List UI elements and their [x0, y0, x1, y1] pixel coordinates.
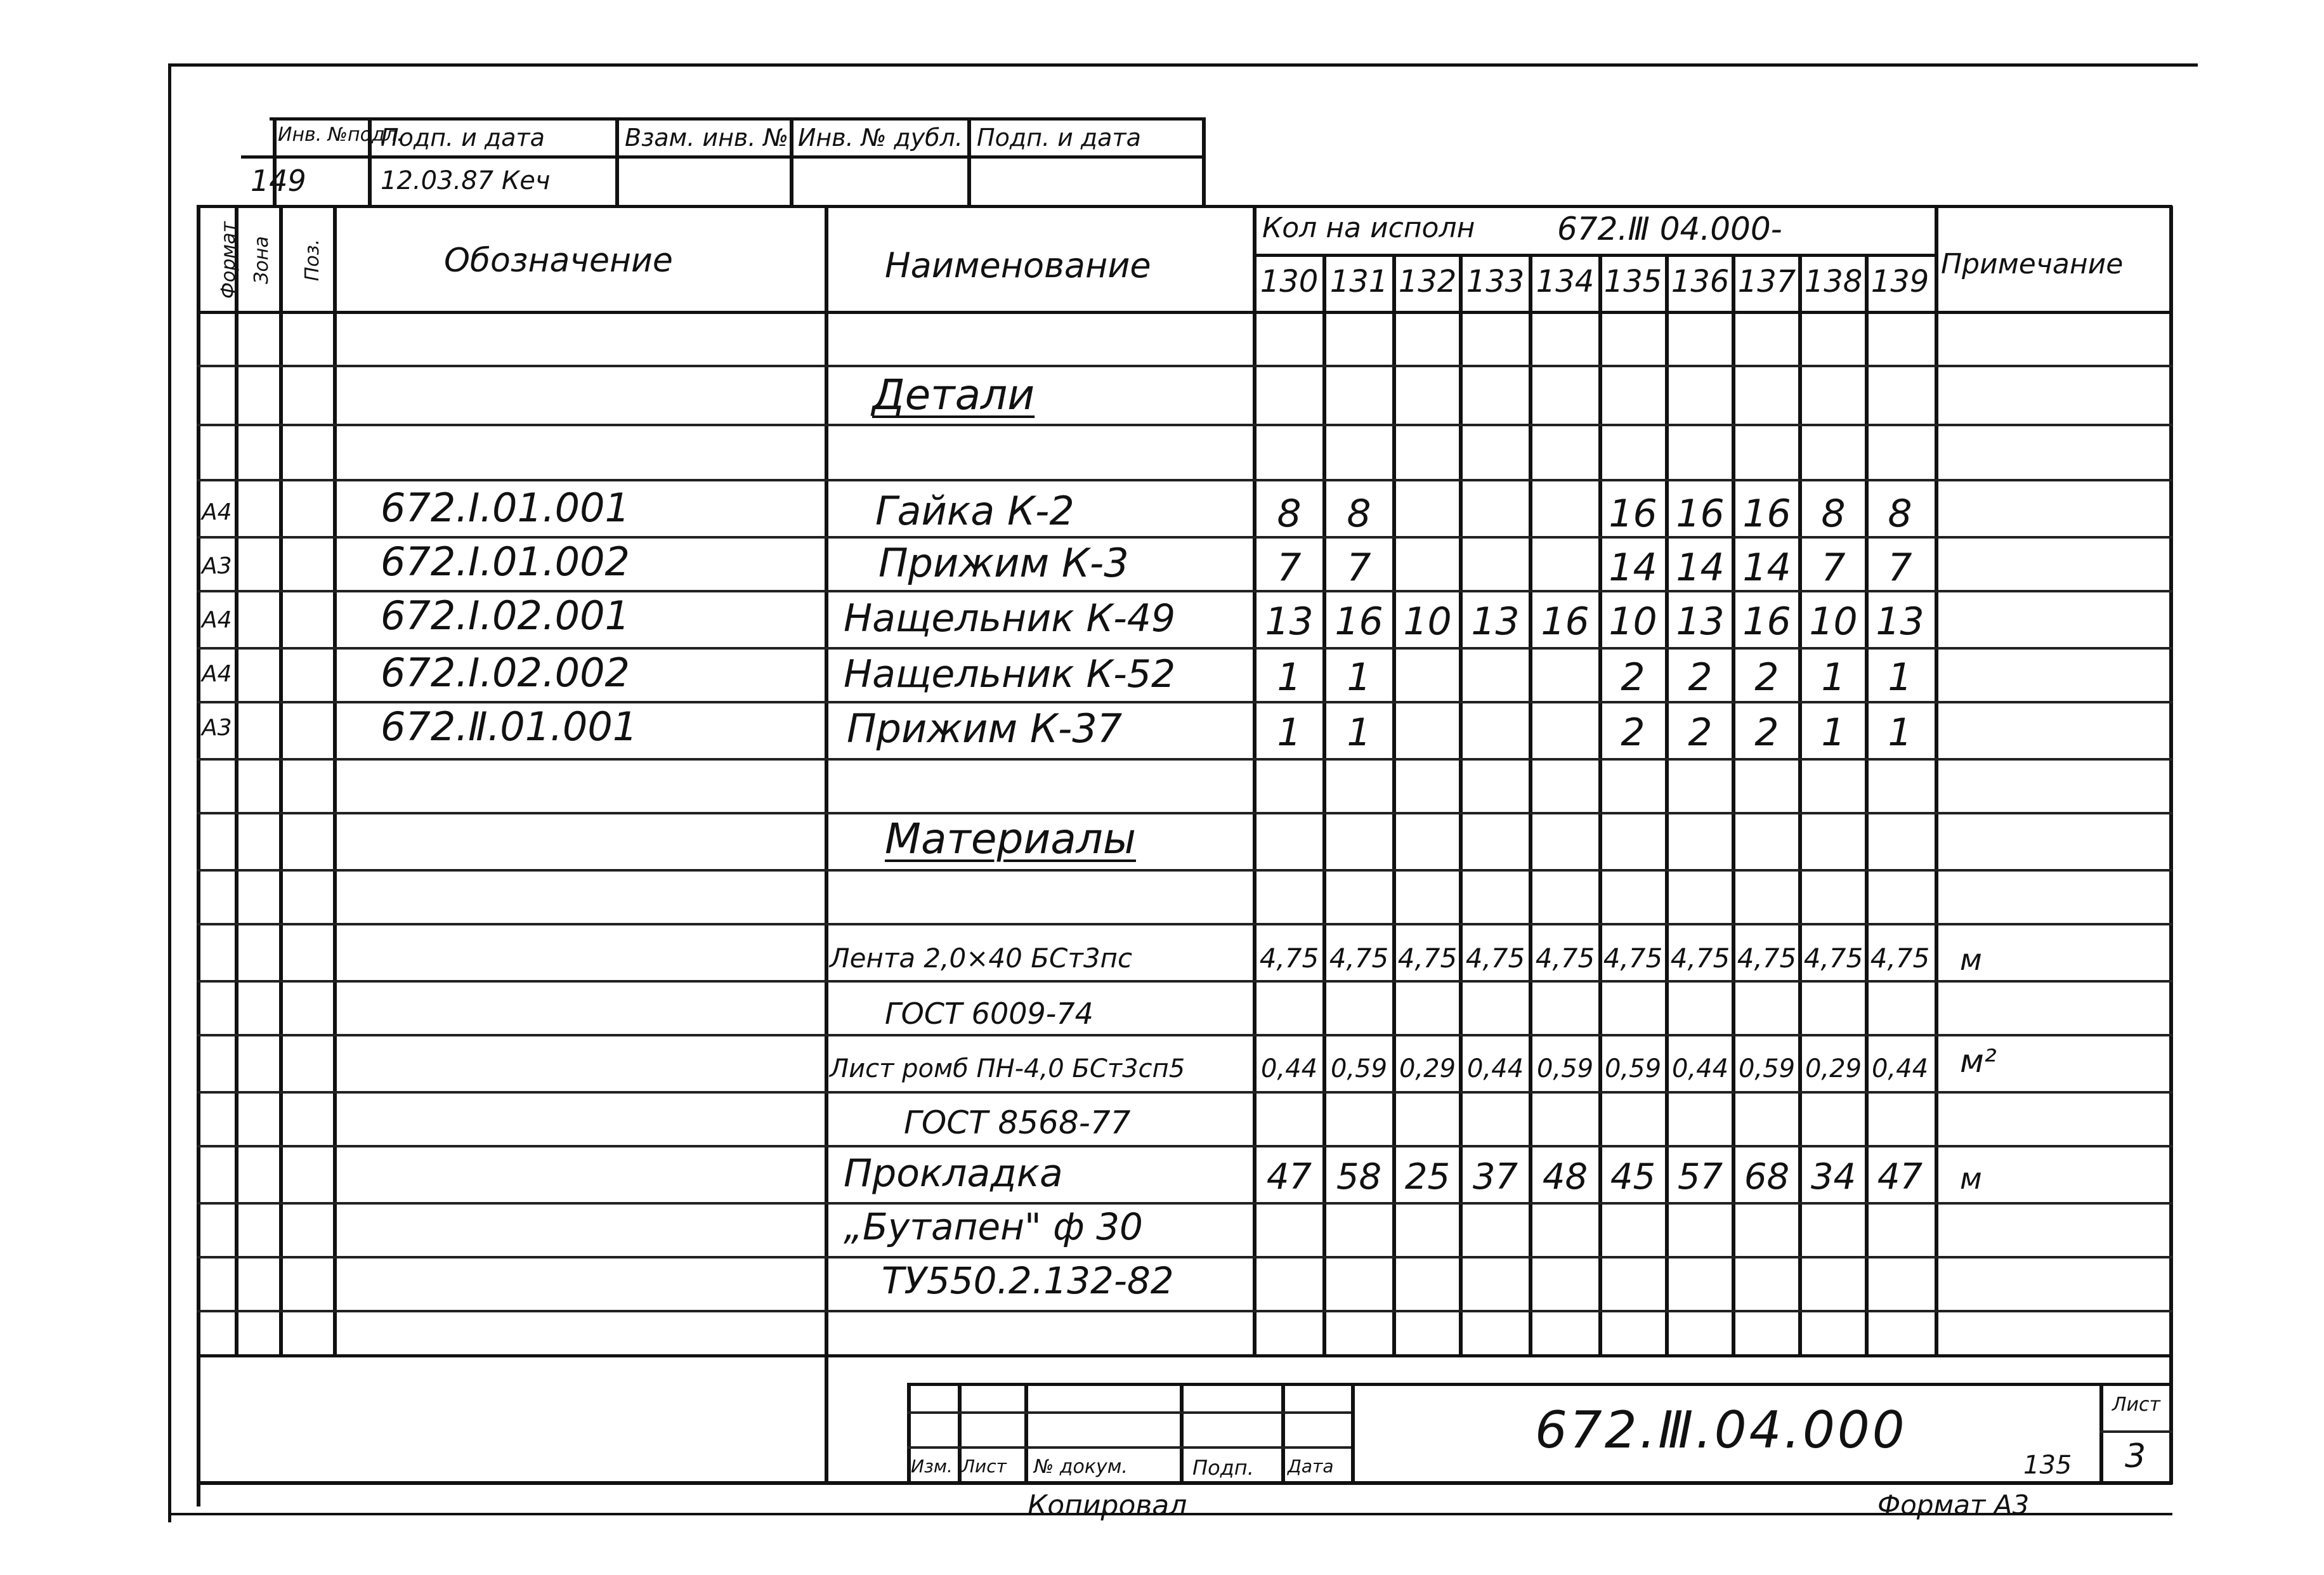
qty-cell: 4,75: [1535, 943, 1595, 974]
sheet-label: Лист: [2112, 1394, 2161, 1416]
qty-cell: 2: [1688, 710, 1713, 755]
qty-cell: 14: [1676, 546, 1725, 590]
qty-cell: 14: [1742, 546, 1791, 590]
qty-cell: 2: [1688, 655, 1713, 700]
qty-cell: 7: [1821, 546, 1846, 590]
material-name: Лента 2,0×40 БСт3пс: [830, 943, 1133, 974]
row-designation: 672.Ⅰ.02.001: [381, 592, 630, 639]
qty-cell: 8: [1277, 492, 1302, 536]
material-standard: ГОСТ 6009-74: [885, 997, 1093, 1031]
qty-cell: 16: [1335, 599, 1383, 644]
stamp-label-inv-podl: Инв. №подл.: [278, 124, 403, 146]
qty-cell: 8: [1821, 492, 1846, 536]
qty-cell: 4,75: [1870, 943, 1930, 974]
header-zone: Зона: [250, 236, 273, 284]
qty-cell: 13: [1676, 599, 1725, 644]
qty-cell: 13: [1471, 599, 1520, 644]
qty-cell: 4,75: [1329, 943, 1389, 974]
stamp-value-date-signature: 12.03.87 Кеч: [381, 166, 551, 195]
variant-header: 134: [1536, 264, 1595, 299]
qty-cell: 68: [1744, 1156, 1790, 1198]
header-note: Примечание: [1941, 248, 2124, 280]
outer-top-border: [168, 63, 2198, 67]
qty-cell: 25: [1404, 1156, 1451, 1198]
qty-cell: 4,75: [1465, 943, 1525, 974]
section-title-details: Детали: [872, 370, 1035, 419]
qty-cell: 0,29: [1805, 1054, 1862, 1083]
material-unit: м: [1960, 1161, 1982, 1196]
qty-cell: 0,44: [1260, 1054, 1318, 1083]
qty-cell: 1: [1821, 710, 1846, 755]
row-designation: 672.Ⅰ.01.002: [381, 539, 630, 585]
qty-cell: 0,44: [1871, 1054, 1929, 1083]
variant-header: 131: [1329, 264, 1388, 299]
qty-cell: 7: [1347, 546, 1371, 590]
row-format: А4: [202, 661, 232, 687]
qty-cell: 8: [1888, 492, 1912, 536]
variant-header: 136: [1671, 264, 1730, 299]
section-title-materials: Материалы: [885, 814, 1136, 863]
qty-cell: 0,59: [1536, 1054, 1594, 1083]
qty-cell: 4,75: [1397, 943, 1458, 974]
row-format: А3: [202, 715, 232, 741]
qty-cell: 57: [1677, 1156, 1723, 1198]
qty-cell: 13: [1876, 599, 1924, 644]
header-name: Наименование: [885, 245, 1151, 285]
inner-bottom-border: [197, 1481, 2172, 1485]
variant-header: 132: [1398, 264, 1457, 299]
document-code: 672.Ⅲ.04.000: [1535, 1401, 1907, 1460]
header-format: Формат: [217, 221, 240, 299]
row-name: Нащельник К-49: [844, 596, 1176, 641]
row-format: А3: [202, 553, 232, 579]
qty-cell: 0,59: [1738, 1054, 1796, 1083]
qty-cell: 37: [1472, 1156, 1518, 1198]
qty-cell: 0,59: [1604, 1054, 1662, 1083]
title-label-doc-number: № докум.: [1034, 1456, 1128, 1478]
qty-cell: 1: [1821, 655, 1846, 700]
row-name: Нащельник К-52: [844, 652, 1176, 696]
row-name: Прижим К-3: [878, 540, 1129, 586]
material-standard: ТУ550.2.132-82: [882, 1259, 1174, 1302]
inner-right-border: [2169, 206, 2173, 1484]
material-unit: м: [1960, 943, 1982, 977]
stamp-label-inv-dubl: Инв. № дубл.: [798, 124, 963, 152]
title-label-izm: Изм.: [911, 1456, 953, 1477]
stamp-value-inv-number: 149: [251, 164, 306, 198]
qty-cell: 2: [1621, 655, 1645, 700]
material-unit: м²: [1960, 1043, 1997, 1080]
material-name: Лист ромб ПН-4,0 БСт3сп5: [830, 1054, 1185, 1083]
header-designation: Обозначение: [444, 242, 673, 280]
qty-cell: 1: [1347, 710, 1371, 755]
qty-cell: 14: [1609, 546, 1657, 590]
corner-mark: 135: [2023, 1451, 2072, 1480]
qty-cell: 4,75: [1803, 943, 1864, 974]
qty-cell: 16: [1742, 599, 1791, 644]
qty-cell: 0,29: [1399, 1054, 1456, 1083]
stamp-label-podp-data-1: Подп. и дата: [381, 124, 545, 152]
qty-cell: 4,75: [1603, 943, 1663, 974]
header-qty-title: Кол на исполн: [1262, 212, 1475, 244]
qty-cell: 16: [1742, 492, 1791, 536]
qty-cell: 10: [1809, 599, 1858, 644]
qty-cell: 7: [1277, 546, 1302, 590]
title-label-list: Лист: [962, 1456, 1007, 1477]
qty-cell: 4,75: [1670, 943, 1730, 974]
qty-cell: 1: [1277, 655, 1302, 700]
footer-copied: Копировал: [1028, 1489, 1187, 1522]
qty-cell: 10: [1403, 599, 1452, 644]
variant-header: 130: [1260, 264, 1319, 299]
qty-cell: 2: [1621, 710, 1645, 755]
qty-cell: 8: [1347, 492, 1371, 536]
qty-cell: 16: [1609, 492, 1657, 536]
qty-cell: 2: [1754, 655, 1779, 700]
qty-cell: 0,44: [1466, 1054, 1524, 1083]
qty-cell: 16: [1541, 599, 1590, 644]
title-label-date: Дата: [1288, 1456, 1334, 1477]
row-name: Гайка К-2: [875, 488, 1074, 534]
row-designation: 672.Ⅱ.01.001: [381, 703, 638, 750]
title-label-signature: Подп.: [1192, 1456, 1254, 1480]
variant-header: 139: [1870, 264, 1929, 299]
sheet-number: 3: [2125, 1437, 2146, 1475]
qty-cell: 13: [1265, 599, 1314, 644]
qty-cell: 47: [1266, 1156, 1312, 1198]
qty-cell: 47: [1877, 1156, 1923, 1198]
qty-cell: 0,59: [1330, 1054, 1388, 1083]
variant-header: 133: [1466, 264, 1525, 299]
qty-cell: 7: [1888, 546, 1912, 590]
row-designation: 672.Ⅰ.01.001: [381, 485, 630, 531]
qty-cell: 4,75: [1737, 943, 1797, 974]
outer-left-border: [168, 63, 171, 1522]
qty-cell: 1: [1347, 655, 1371, 700]
qty-cell: 16: [1676, 492, 1725, 536]
variant-header: 137: [1737, 264, 1796, 299]
qty-cell: 45: [1610, 1156, 1656, 1198]
qty-cell: 1: [1888, 710, 1912, 755]
qty-cell: 0,44: [1671, 1054, 1729, 1083]
qty-cell: 10: [1609, 599, 1657, 644]
qty-cell: 48: [1542, 1156, 1588, 1198]
material-name-continued: „Бутапен" ф 30: [844, 1205, 1143, 1248]
variant-header: 138: [1804, 264, 1863, 299]
qty-cell: 1: [1888, 655, 1912, 700]
material-standard: ГОСТ 8568-77: [904, 1104, 1131, 1141]
row-format: А4: [202, 607, 232, 633]
qty-cell: 2: [1754, 710, 1779, 755]
row-format: А4: [202, 499, 232, 525]
row-name: Прижим К-37: [847, 705, 1123, 752]
qty-cell: 58: [1336, 1156, 1382, 1198]
material-name: Прокладка: [844, 1151, 1063, 1196]
stamp-label-podp-data-2: Подп. и дата: [977, 124, 1141, 152]
variant-header: 135: [1603, 264, 1662, 299]
footer-format: Формат А3: [1877, 1489, 2030, 1520]
header-pos: Поз.: [301, 239, 324, 282]
qty-cell: 4,75: [1259, 943, 1319, 974]
qty-cell: 1: [1277, 710, 1302, 755]
stamp-label-vzam-inv: Взам. инв. №: [625, 124, 789, 152]
qty-cell: 34: [1810, 1156, 1857, 1198]
header-qty-code: 672.Ⅲ 04.000-: [1557, 211, 1782, 247]
row-designation: 672.Ⅰ.02.002: [381, 650, 630, 696]
